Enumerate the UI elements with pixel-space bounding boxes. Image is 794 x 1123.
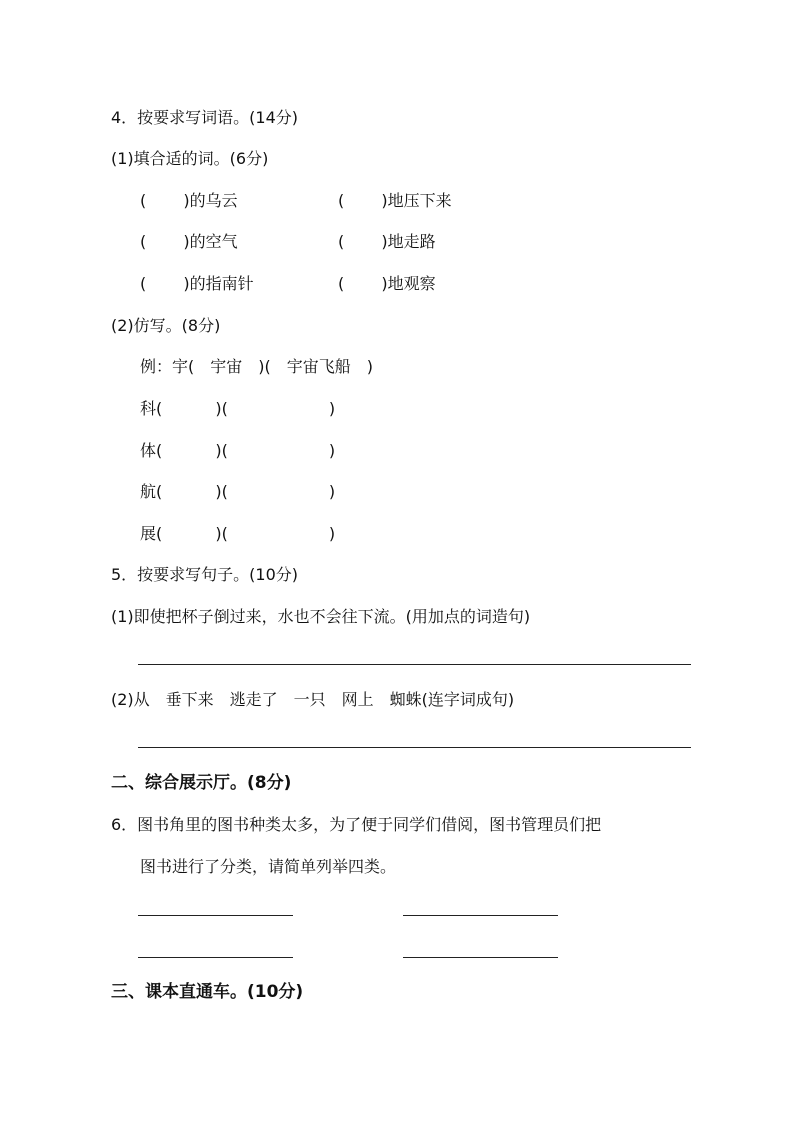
q4-fill-left-1: ( )的乌云 — [140, 191, 238, 210]
q4-imitate-1: 科( )( ) — [140, 399, 336, 418]
q5-part2: (2)从 垂下来 逃走了 一只 网上 蜘蛛(连字词成句) — [111, 690, 515, 709]
q4-fill-left-2: ( )的空气 — [140, 232, 238, 251]
q4-fill-right-3: ( )地观察 — [338, 274, 436, 293]
answer-line — [403, 915, 558, 916]
q4-fill-right-2: ( )地走路 — [338, 232, 436, 251]
q4-part1-title: (1)填合适的词。(6分) — [111, 149, 269, 168]
section3-title: 三、课本直通车。(10分) — [111, 982, 304, 1002]
section2-title: 二、综合展示厅。(8分) — [111, 773, 292, 793]
q4-example: 例：宇( 宇宙 )( 宇宙飞船 ) — [140, 357, 373, 376]
q5-part1: (1)即使把杯子倒过来，水也不会往下流。(用加点的词造句) — [111, 607, 531, 626]
q4-fill-left-3: ( )的指南针 — [140, 274, 254, 293]
q5-title: 5．按要求写句子。(10分) — [111, 565, 299, 584]
q6-line1: 6．图书角里的图书种类太多，为了便于同学们借阅，图书管理员们把 — [111, 815, 602, 834]
q4-fill-right-1: ( )地压下来 — [338, 191, 452, 210]
q4-imitate-3: 航( )( ) — [140, 482, 336, 501]
q4-imitate-4: 展( )( ) — [140, 524, 336, 543]
answer-line — [138, 915, 293, 916]
q4-title: 4．按要求写词语。(14分) — [111, 108, 299, 127]
answer-line — [403, 957, 558, 958]
answer-line — [138, 957, 293, 958]
q4-part2-title: (2)仿写。(8分) — [111, 316, 221, 335]
answer-line — [138, 664, 691, 665]
answer-line — [138, 747, 691, 748]
q4-imitate-2: 体( )( ) — [140, 441, 336, 460]
q6-line2: 图书进行了分类，请简单列举四类。 — [140, 857, 397, 876]
